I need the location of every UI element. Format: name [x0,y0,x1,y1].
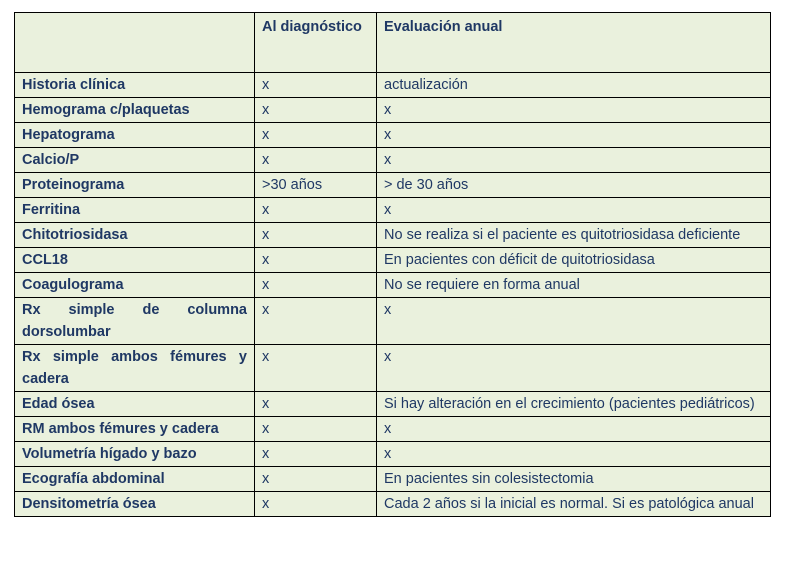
row-annual-value: x [377,123,771,148]
row-diagnosis-value: x [255,467,377,492]
header-cell-diagnosis: Al diagnóstico [255,13,377,73]
row-label: Densitometría ósea [15,492,255,517]
row-label: Ferritina [15,198,255,223]
evaluation-table [14,12,771,517]
table-row [15,467,771,492]
row-diagnosis-value: x [255,198,377,223]
row-annual-value: x [377,417,771,442]
table-row [15,148,771,173]
row-diagnosis-value: x [255,98,377,123]
table-row [15,73,771,98]
row-annual-value: x [377,98,771,123]
evaluation-table-container [14,12,770,517]
row-annual-value: Si hay alteración en el crecimiento (pacientes pediátricos) [377,392,771,417]
header-cell-annual: Evaluación anual [377,13,771,73]
row-label: Coagulograma [15,273,255,298]
table-row [15,273,771,298]
row-annual-value: x [377,442,771,467]
row-annual-value: x [377,148,771,173]
table-row [15,492,771,517]
row-diagnosis-value: x [255,273,377,298]
table-row [15,345,771,392]
table-row [15,442,771,467]
header-cell-empty [15,13,255,73]
row-diagnosis-value: x [255,417,377,442]
table-row [15,392,771,417]
row-diagnosis-value: x [255,492,377,517]
row-annual-value: x [377,198,771,223]
row-label: Hemograma c/plaquetas [15,98,255,123]
row-label: Chitotriosidasa [15,223,255,248]
table-row [15,298,771,345]
table-row [15,123,771,148]
row-annual-value: No se requiere en forma anual [377,273,771,298]
row-annual-value: Cada 2 años si la inicial es normal. Si es patológica anual [377,492,771,517]
row-diagnosis-value: x [255,223,377,248]
row-label: Volumetría hígado y bazo [15,442,255,467]
row-diagnosis-value: >30 años [255,173,377,198]
row-label: Hepatograma [15,123,255,148]
row-annual-value: actualización [377,73,771,98]
table-row [15,248,771,273]
row-label: CCL18 [15,248,255,273]
row-annual-value: En pacientes sin colesistectomia [377,467,771,492]
row-label: Proteinograma [15,173,255,198]
row-diagnosis-value: x [255,248,377,273]
table-row [15,417,771,442]
row-diagnosis-value: x [255,442,377,467]
row-diagnosis-value: x [255,123,377,148]
row-diagnosis-value: x [255,345,377,392]
table-row [15,173,771,198]
row-annual-value: > de 30 años [377,173,771,198]
row-label: Historia clínica [15,73,255,98]
row-label: Rx simple ambos fémures y cadera [15,345,255,392]
row-annual-value: No se realiza si el paciente es quitotriosidasa deficiente [377,223,771,248]
row-label: Calcio/P [15,148,255,173]
row-diagnosis-value: x [255,392,377,417]
row-label: Ecografía abdominal [15,467,255,492]
row-diagnosis-value: x [255,148,377,173]
table-header-row [15,13,771,73]
table-row [15,98,771,123]
row-label: RM ambos fémures y cadera [15,417,255,442]
row-annual-value: x [377,298,771,345]
row-annual-value: x [377,345,771,392]
row-annual-value: En pacientes con déficit de quitotriosidasa [377,248,771,273]
row-diagnosis-value: x [255,73,377,98]
row-label: Rx simple de columna dorsolumbar [15,298,255,345]
table-row [15,198,771,223]
row-diagnosis-value: x [255,298,377,345]
table-row [15,223,771,248]
row-label: Edad ósea [15,392,255,417]
